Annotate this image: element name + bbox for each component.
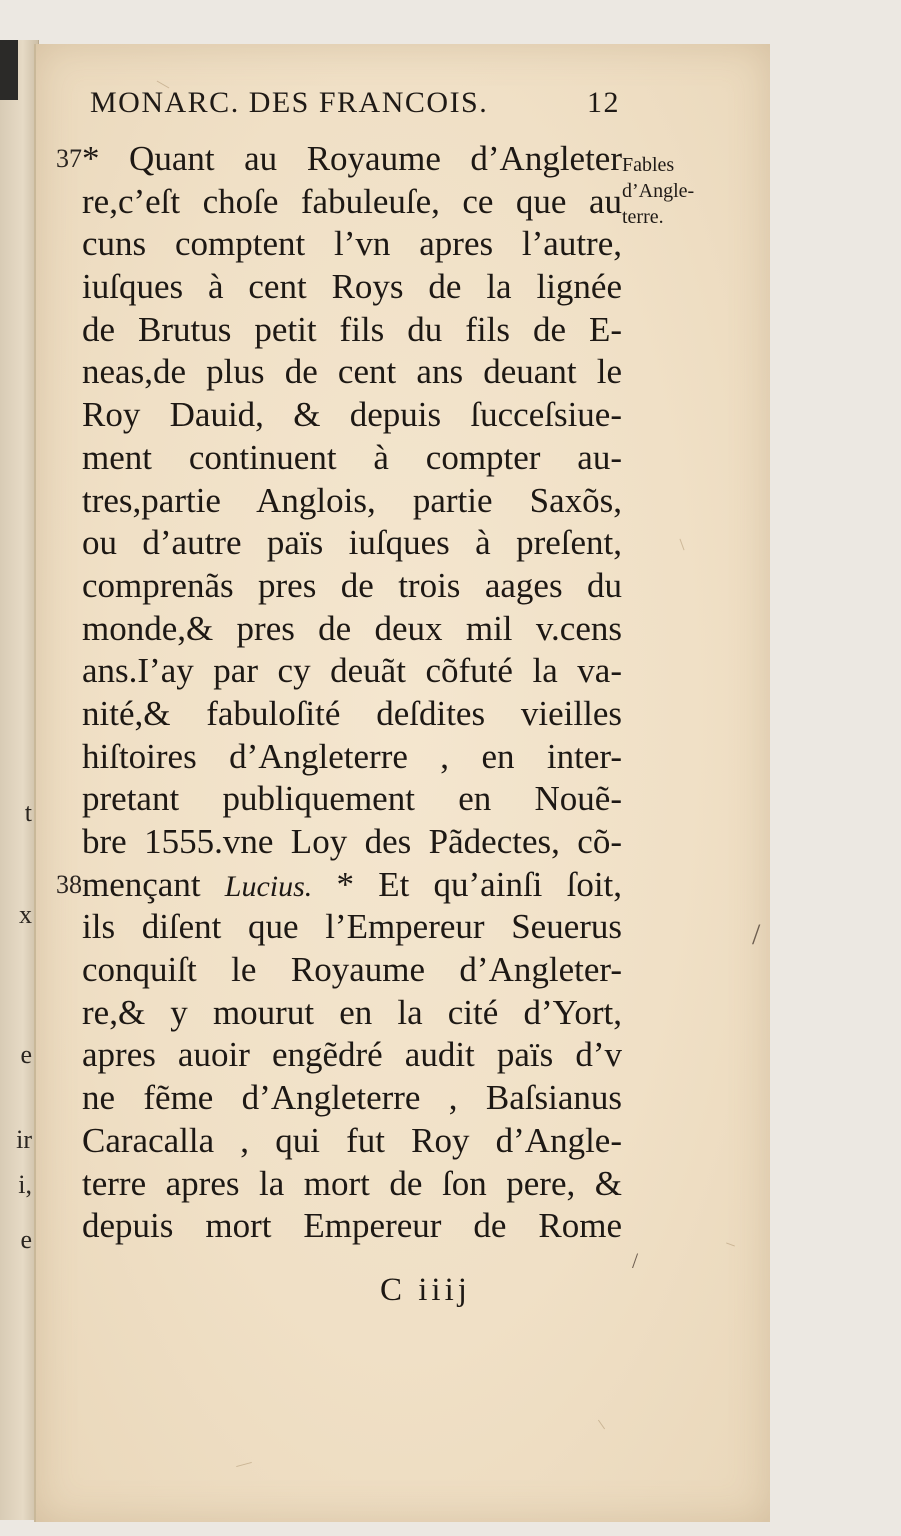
facing-fragment: ir [16, 1125, 32, 1154]
text-line: re,& y mourut en la cité d’Yort, [82, 992, 622, 1032]
text-line: comprenãs pres de trois aages du [82, 565, 622, 605]
text-line: 38 mençant Lucius. * Et qu’ainſi ſoit, [82, 864, 622, 907]
text-line: ment continuent à compter au- [82, 437, 622, 477]
text-line: iuſques à cent Roys de la lignée [82, 267, 622, 307]
facing-fragment: e [20, 1040, 32, 1069]
stray-mark-tick: / [632, 1248, 639, 1273]
running-head [90, 86, 630, 130]
text-line: Caracalla , qui fut Roy d’Angle- [82, 1120, 622, 1160]
marginal-note [622, 152, 732, 230]
text-line: ans.I’ay par cy deuãt cõfuté la va- [82, 651, 622, 691]
italic-word: Lucius. [224, 869, 313, 903]
facing-fragment: t [24, 798, 32, 827]
text-line: re,c’eſt choſe fabuleuſe, ce que au [82, 181, 622, 221]
line-number-marker: 38 [56, 869, 82, 899]
line-number-marker: 37 [56, 144, 82, 173]
text-line: ils diſent que l’Empereur Seuerus [82, 907, 622, 947]
margin-note-line: d’Angle- [622, 180, 695, 202]
text-line: pretant publiquement en Nouẽ- [82, 779, 622, 819]
text-line: cuns comptent l’vn apres l’autre, [82, 224, 622, 264]
text-line: hiſtoires d’Angleterre , en inter- [82, 736, 622, 776]
facing-fragment: e [20, 1225, 32, 1254]
text-line: 37 * Quant au Royaume d’Angleter [82, 138, 622, 181]
text-line: ne fẽme d’Angleterre , Baſsianus [82, 1078, 622, 1118]
text-line: de Brutus petit fils du fils de E- [82, 309, 622, 349]
facing-page-fragments [2, 40, 36, 1520]
text-line: neas,de plus de cent ans deuant le [82, 352, 622, 392]
signature-mark: C iiij [380, 1272, 471, 1308]
margin-note-line: Fables [622, 154, 675, 176]
facing-fragment: x [19, 900, 32, 929]
text-line: apres auoir engẽdré audit païs d’v [82, 1035, 622, 1075]
stray-mark-slash: / [752, 918, 761, 951]
margin-note-line: terre. [622, 206, 664, 228]
text-line: tres,partie Anglois, partie Saxõs, [82, 480, 622, 520]
running-title: MONARC. DES FRANCOIS. [90, 86, 489, 119]
text-line: nité,& fabuloſité deſdites vieilles [82, 693, 622, 733]
text-line: Roy Dauid, & depuis ſucceſsiue- [82, 395, 622, 435]
text-line: bre 1555.vne Loy des Pãdectes, cõ- [82, 822, 622, 861]
page-number: 12 [587, 86, 620, 119]
text-line: depuis mort Empereur de Rome [82, 1206, 622, 1246]
main-text [56, 138, 623, 1248]
facing-fragment: i, [18, 1170, 32, 1199]
text-line: terre apres la mort de ſon pere, & [82, 1163, 622, 1203]
text-line: ou d’autre païs iuſques à preſent, [82, 523, 622, 563]
text-line: monde,& pres de deux mil v.cens [82, 608, 622, 648]
text-line: conquiſt le Royaume d’Angleter- [82, 950, 622, 990]
